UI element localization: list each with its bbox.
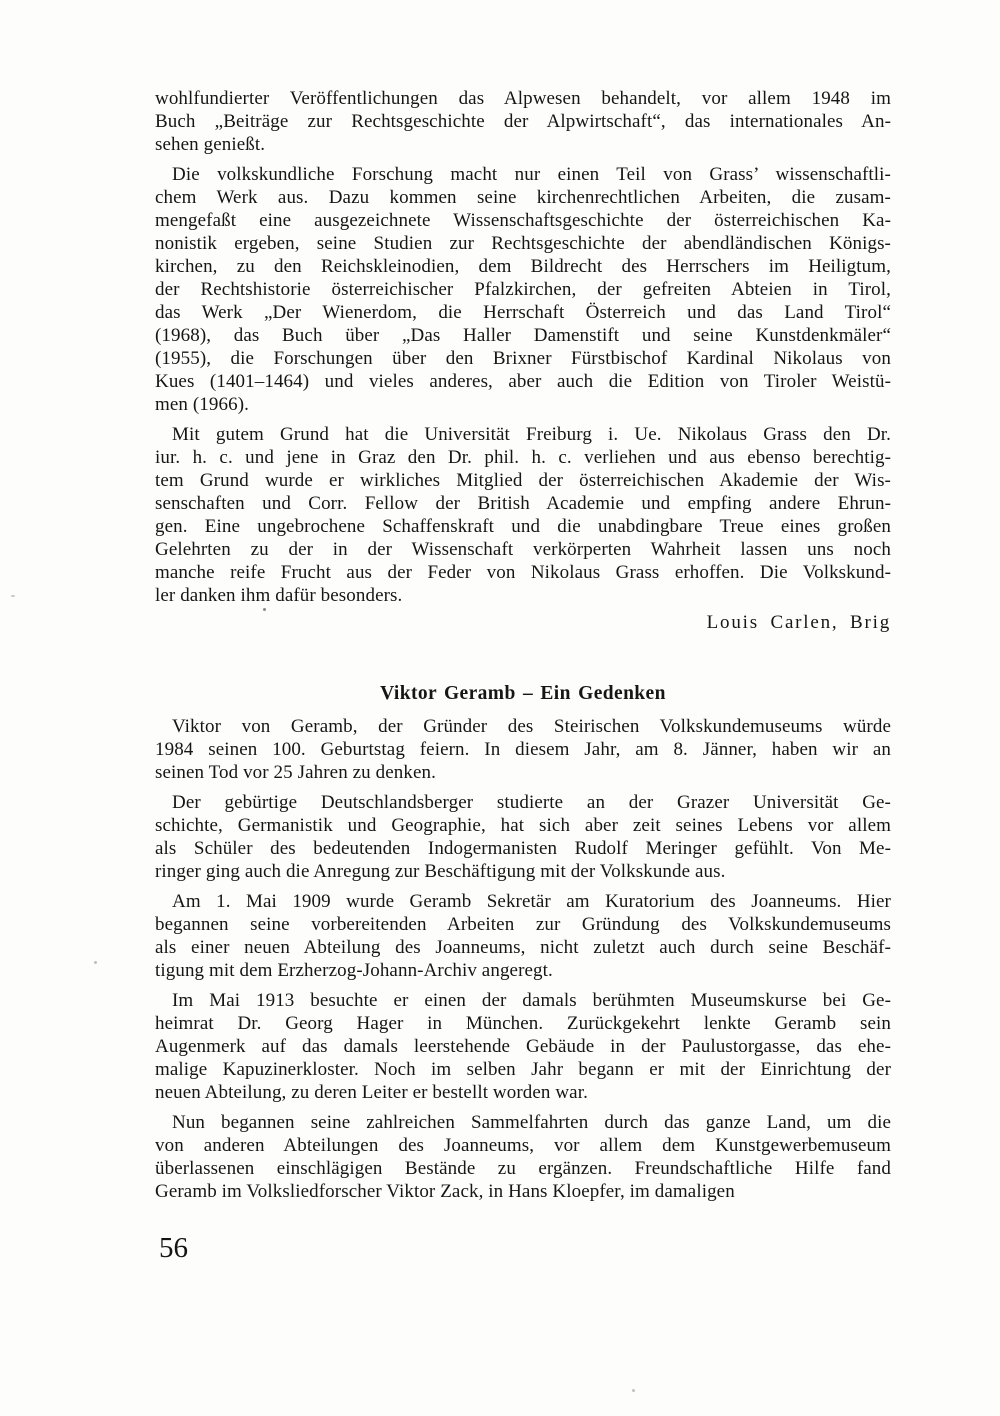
text-line: nonistik ergeben, seine Studien zur Rechtsgeschichte der abendländischen Königs- [155,233,891,254]
text-line: (1955), die Forschungen über den Brixner Fürstbischof Kardinal Nikolaus von [155,348,891,369]
text-line: tem Grund wurde er wirkliches Mitglied der österreichischen Akademie der Wis- [155,470,891,491]
text-line: sehen genießt. [155,134,266,155]
scan-artifact-dot [263,608,266,611]
text-line: Kues (1401–1464) und vieles anderes, aber auch die Edition von Tiroler Weistü- [155,371,891,392]
text-line: wohlfundierter Veröffentlichungen das Alpwesen behandelt, vor allem 1948 im [155,88,891,109]
scan-artifact-dot [94,961,97,964]
article-grass [155,87,891,634]
text-line: als Schüler des bedeutenden Indogermanisten Rudolf Meringer gefühlt. Von Me- [155,838,891,859]
article-geramb [155,682,891,1203]
paragraph [155,87,891,156]
text-line: Viktor von Geramb, der Gründer des Steirischen Volkskundemuseums würde [172,716,891,737]
paragraph [155,791,891,883]
text-line: Der gebürtige Deutschlandsberger studierte an der Grazer Universität Ge- [172,792,891,813]
paragraph [155,423,891,607]
paragraph [155,1111,891,1203]
text-line: gen. Eine ungebrochene Schaffenskraft und die unabdingbare Treue eines großen [155,516,891,537]
text-line: überlassenen einschlägigen Bestände zu ergänzen. Freundschaftliche Hilfe fand [155,1158,891,1179]
text-line: malige Kapuzinerkloster. Noch im selben Jahr begann er mit der Einrichtung der [155,1059,891,1080]
text-line: Im Mai 1913 besuchte er einen der damals berühmten Museumskurse bei Ge- [172,990,891,1011]
article-heading: Viktor Geramb – Ein Gedenken [380,683,666,704]
text-line: iur. h. c. und jene in Graz den Dr. phil. h. c. verliehen und aus ebenso berechtig- [155,447,891,468]
text-line: Nun begannen seine zahlreichen Sammelfahrten durch das ganze Land, um die [172,1112,891,1133]
article-geramb-paragraphs [155,715,891,1203]
text-line: men (1966). [155,394,249,415]
text-line: Augenmerk auf das damals leerstehende Gebäude in der Paulustorgasse, das ehe- [155,1036,891,1057]
paragraph [155,163,891,416]
paragraph [155,715,891,784]
scan-artifact-dot [11,595,15,597]
text-line: Geramb im Volksliedforscher Viktor Zack, in Hans Kloepfer, im damaligen [155,1181,735,1202]
text-line: von anderen Abteilungen des Joanneums, vor allem dem Kunstgewerbemuseum [155,1135,891,1156]
paragraph [155,890,891,982]
text-line: ringer ging auch die Anregung zur Beschäftigung mit der Volkskunde aus. [155,861,726,882]
paragraph [155,989,891,1104]
text-line: manche reife Frucht aus der Feder von Nikolaus Grass erhoffen. Die Volkskund- [155,562,891,583]
text-line: begannen seine vorbereitenden Arbeiten zur Gründung des Volkskundemuseums [155,914,891,935]
text-line: Die volkskundliche Forschung macht nur einen Teil von Grass’ wissenschaftli- [172,164,891,185]
text-line: Buch „Beiträge zur Rechtsgeschichte der Alpwirtschaft“, das internationales An- [155,111,891,132]
scan-artifact-dot [632,1389,635,1392]
text-line: ler danken ihm dafür besonders. [155,585,403,606]
text-line: kirchen, zu den Reichskleinodien, dem Bildrecht des Herrschers im Heiligtum, [155,256,891,277]
text-line: chem Werk aus. Dazu kommen seine kirchenrechtlichen Arbeiten, die zusam- [155,187,891,208]
text-line: Mit gutem Grund hat die Universität Freiburg i. Ue. Nikolaus Grass den Dr. [172,424,891,445]
page-text-block [155,87,891,1203]
text-line: schichte, Germanistik und Geographie, hat sich aber zeit seines Lebens vor allem [155,815,891,836]
article-grass-paragraphs [155,87,891,607]
text-line: als einer neuen Abteilung des Joanneums, nicht zuletzt auch durch seine Beschäf- [155,937,891,958]
text-line: Gelehrten zu der in der Wissenschaft verkörperten Wahrheit lassen uns noch [155,539,891,560]
text-line: neuen Abteilung, zu deren Leiter er bestellt worden war. [155,1082,588,1103]
text-line: heimrat Dr. Georg Hager in München. Zurückgekehrt lenkte Geramb sein [155,1013,891,1034]
text-line: mengefaßt eine ausgezeichnete Wissenschaftsgeschichte der österreichischen Ka- [155,210,891,231]
text-line: seinen Tod vor 25 Jahren zu denken. [155,762,436,783]
text-line: 1984 seinen 100. Geburtstag feiern. In diesem Jahr, am 8. Jänner, haben wir an [155,739,891,760]
text-line: der Rechtshistorie österreichischer Pfalzkirchen, der gefreiten Abteien in Tirol, [155,279,891,300]
page-number: 56 [159,1232,188,1264]
text-line: (1968), das Buch über „Das Haller Damenstift und seine Kunstdenkmäler“ [155,325,891,346]
text-line: das Werk „Der Wienerdom, die Herrschaft Österreich und das Land Tirol“ [155,302,891,323]
text-line: Am 1. Mai 1909 wurde Geramb Sekretär am Kuratorium des Joanneums. Hier [172,891,891,912]
text-line: senschaften und Corr. Fellow der British Academie und empfing andere Ehrun- [155,493,891,514]
signature: Louis Carlen, Brig [706,612,891,633]
text-line: tigung mit dem Erzherzog-Johann-Archiv angeregt. [155,960,553,981]
